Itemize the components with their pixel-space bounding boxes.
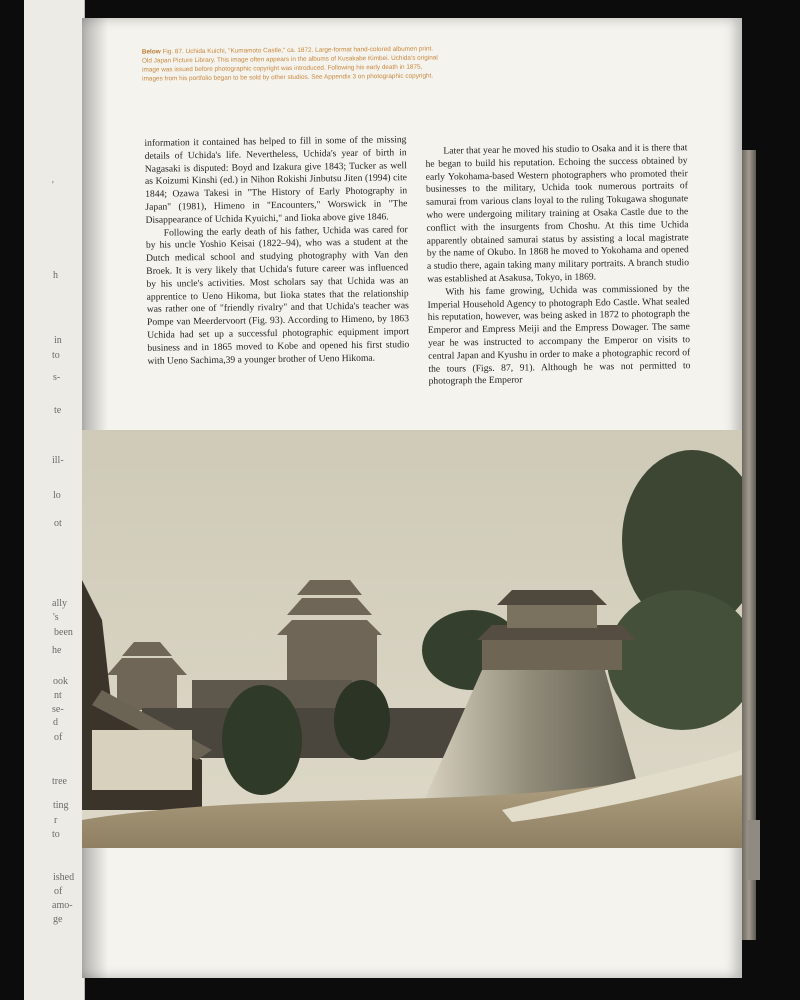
caption-label: Below (141, 48, 161, 56)
book-page (82, 18, 742, 978)
left-page-text-fragment: ge (53, 914, 63, 925)
left-page-text-fragment: nt (54, 690, 62, 701)
paragraph: information it contained has helped to fill in some of the missing details of Uchida's life. Nevertheless, Uchida's year of birth in Nagasaki is disputed: Boyd and Izakura give 1843; Tucker as well as Koizumi Kinshi (ed.) in Nihon Rokishi Jinbutsu Jiten (1994) cite 1844; Ozawa Takesi in "The History of Early Photography in Japan" (1981), Himeno in "Encounters," Worswick in "The Disappearance of Uchida Kyuichi," and Iioka above give 1846. (144, 134, 408, 226)
left-page-text-fragment: ting (53, 800, 69, 811)
figure-caption (142, 44, 442, 83)
castle-photo-illustration (82, 430, 742, 848)
left-page-text-fragment: s- (53, 372, 61, 383)
left-page-text-fragment: tree (52, 776, 67, 787)
left-page-text-fragment: in (54, 335, 62, 346)
spine-tab (748, 820, 760, 880)
castle-photograph (82, 430, 742, 848)
left-page-text-fragment: he (52, 645, 62, 656)
left-page-text-fragment: h (53, 270, 58, 281)
left-page-text-fragment: to (52, 350, 60, 361)
previous-page-edge (24, 0, 85, 1000)
left-page-text-fragment: ot (54, 518, 62, 529)
paragraph: Later that year he moved his studio to Osaka and it is there that he began to build his reputation. Echoing the success obtained by early Yokohama-based Western photographers who promoted their businesses to the military, Uchida took numerous portraits of samurai from various clans loyal to the ruling Tokugawa shogunate who were undergoing military training at Osaka Castle due to the conflict with the insurgents from Choshu. At this time Uchida apparently obtained samurai status by assisting a local magistrate by the name of Okubo. In 1868 he moved to Yokohama and opened a studio there, again taking many military portraits. A branch studio was established at Asakusa, Tokyo, in 1869. (425, 142, 690, 285)
paragraph: Following the early death of his father, Uchida was cared for by his uncle Yoshio Keisai (1822–94), who was a student at the Dutch medical school and studying photography with Van den Broek. It is very likely that Uchida's future career was influenced by his uncle's activities. Most scholars say that Uchida was an apprentice to Ueno Hikoma, but Iioka states that the relationship was rather one of "friendly rivalry" and that Uchida's teacher was Pompe van Meerdervoort (Fig. 93). According to Himeno, by 1863 Uchida had set up a successful photographic equipment import business and in 1865 moved to Kobe and opened his first studio with Ueno Sachima,39 a younger brother of Ueno Hikoma. (145, 223, 410, 367)
left-page-text-fragment: ished (53, 872, 75, 883)
left-page-text-fragment: lo (53, 490, 61, 501)
left-page-text-fragment: ' (52, 180, 54, 191)
left-page-text-fragment: ally (52, 598, 67, 609)
left-page-text-fragment: te (54, 405, 62, 416)
left-page-text-fragment: ook (53, 676, 68, 687)
left-page-text-fragment: been (54, 627, 73, 638)
text-column-left (144, 134, 409, 368)
left-page-text-fragment: to (52, 829, 60, 840)
left-page-text-fragment: amo- (52, 900, 73, 911)
left-page-text-fragment: ill- (52, 455, 64, 466)
paragraph: With his fame growing, Uchida was commissioned by the Imperial Household Agency to photograph Edo Castle. What sealed his reputation, however, was being asked in 1872 to photograph the Emperor and Empress Meiji and the Empress Dowager. The same year he was instructed to accompany the Emperor on visits to central Japan and Kyushu in order to make a photographic record of the tours (Figs. 87, 91). Although he was not permitted to photograph the Emperor (427, 282, 691, 388)
left-page-text-fragment: 's (53, 612, 59, 623)
left-page-text-fragment: r (54, 815, 58, 826)
left-page-text-fragment: d (53, 717, 58, 728)
left-page-text-fragment: se- (52, 704, 64, 715)
left-page-text-fragment: of (54, 732, 63, 743)
left-page-text-fragment: of (54, 886, 63, 897)
text-column-right (425, 142, 690, 389)
caption-text: Fig. 87. Uchida Kuichi, "Kumamoto Castle," ca. 1872. Large-format hand-colored albumen print. Old Japan Picture Library. This image often appears in the albums of Kusakabe Kimbei. Uchida's original image was issued before photographic copyright was introduced. Following his early death in 1875, images from his portfolio began to be sold by other studios. See Appendix 3 on photographic copyright. (141, 45, 438, 83)
